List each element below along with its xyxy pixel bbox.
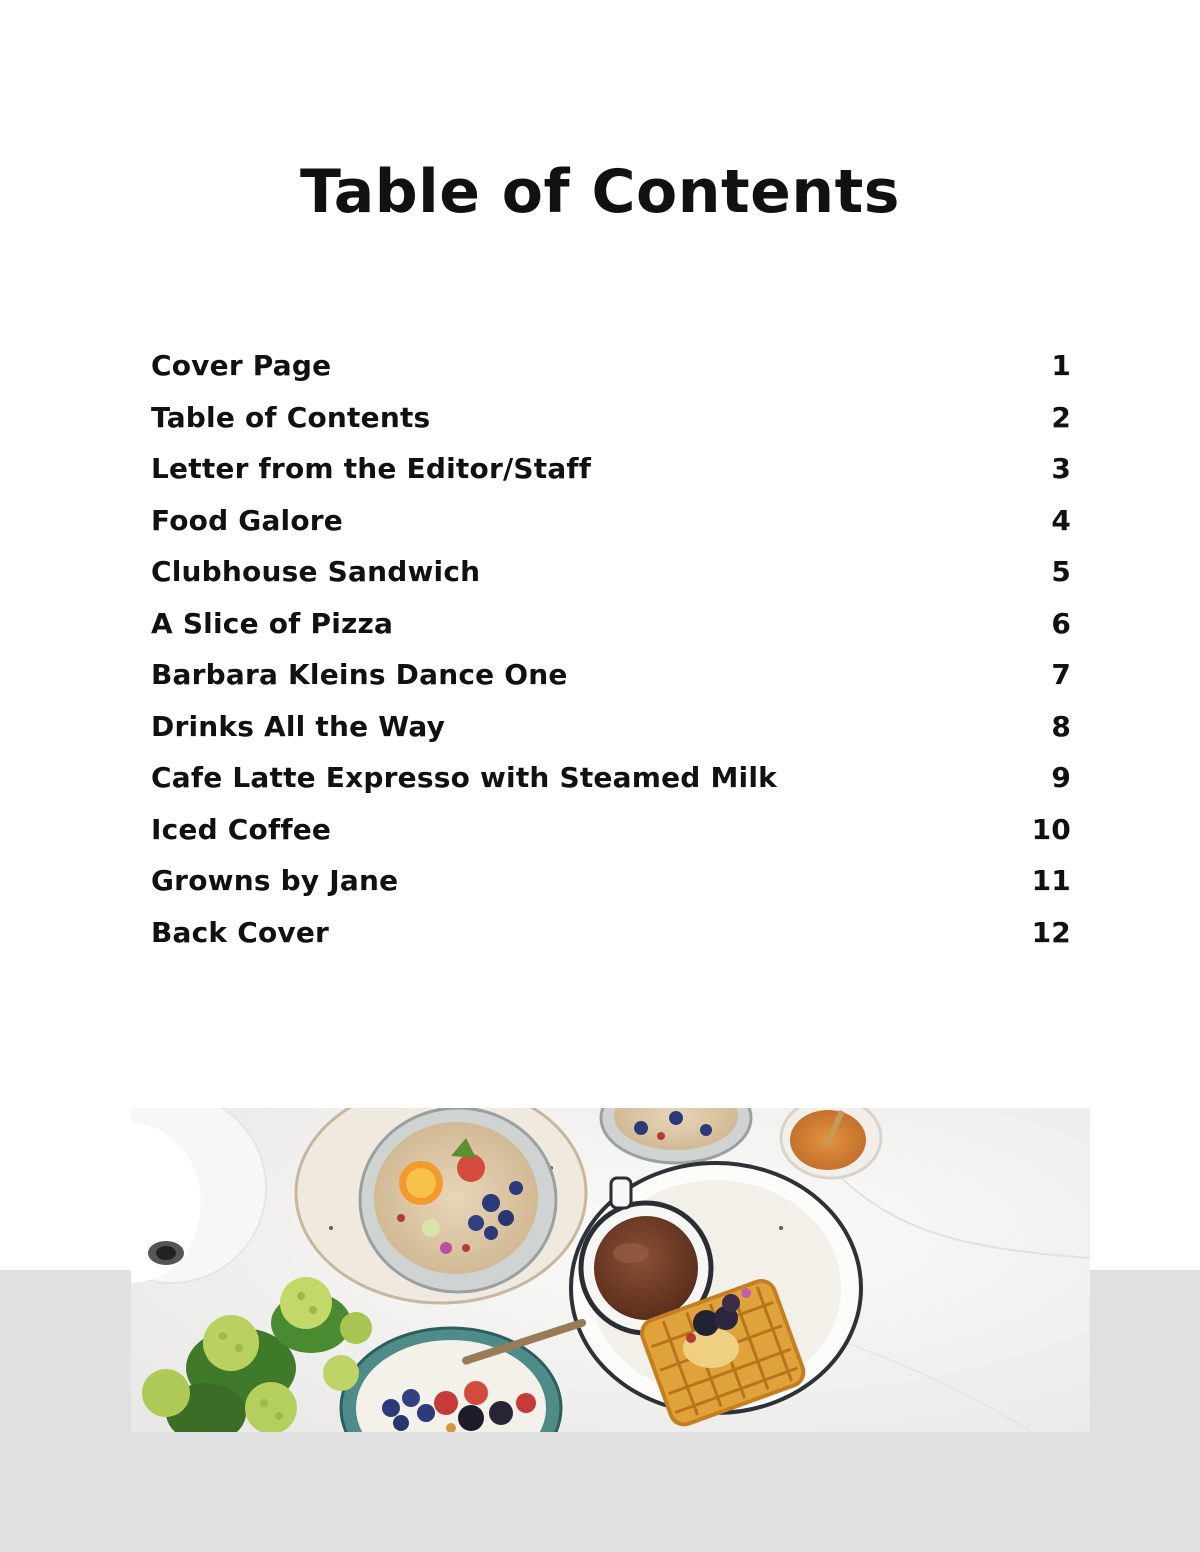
toc-item[interactable] xyxy=(151,495,1071,547)
toc-item-title: Cover Page xyxy=(151,349,332,383)
toc-item-title: Table of Contents xyxy=(151,400,431,434)
toc-item[interactable] xyxy=(151,443,1071,495)
honey-jar xyxy=(781,1108,881,1178)
toc-item-title: A Slice of Pizza xyxy=(151,606,394,640)
toc-item[interactable] xyxy=(151,546,1071,598)
toc-item-page-number: 8 xyxy=(1051,709,1071,743)
table-of-contents-list xyxy=(151,340,1071,958)
toc-item-title: Food Galore xyxy=(151,503,343,537)
toc-item-title: Cafe Latte Expresso with Steamed Milk xyxy=(151,761,777,795)
toc-item-page-number: 7 xyxy=(1051,658,1071,692)
toc-item[interactable] xyxy=(151,649,1071,701)
page-title: Table of Contents xyxy=(300,157,900,227)
toc-item[interactable] xyxy=(151,907,1071,959)
toc-item[interactable] xyxy=(151,752,1071,804)
toc-item[interactable] xyxy=(151,855,1071,907)
toc-item[interactable] xyxy=(151,598,1071,650)
toc-item-title: Drinks All the Way xyxy=(151,709,446,743)
toc-item-page-number: 4 xyxy=(1051,503,1071,537)
toc-item[interactable] xyxy=(151,804,1071,856)
breakfast-table-photo xyxy=(131,1108,1090,1432)
toc-item-title: Growns by Jane xyxy=(151,864,399,898)
toc-item-title: Clubhouse Sandwich xyxy=(151,555,481,589)
toc-item-page-number: 2 xyxy=(1051,400,1071,434)
toc-item-title: Letter from the Editor/Staff xyxy=(151,452,592,486)
toc-item-title: Back Cover xyxy=(151,915,330,949)
toc-item[interactable] xyxy=(151,701,1071,753)
toc-item-page-number: 11 xyxy=(1031,864,1071,898)
toc-item-page-number: 6 xyxy=(1051,606,1071,640)
toc-item-page-number: 12 xyxy=(1031,915,1071,949)
toc-item-page-number: 1 xyxy=(1051,349,1071,383)
toc-item[interactable] xyxy=(151,340,1071,392)
toc-item-page-number: 5 xyxy=(1051,555,1071,589)
toc-item-title: Barbara Kleins Dance One xyxy=(151,658,568,692)
toc-item-page-number: 10 xyxy=(1031,812,1071,846)
oatmeal-bowl xyxy=(360,1108,556,1292)
toc-item-title: Iced Coffee xyxy=(151,812,332,846)
toc-item[interactable] xyxy=(151,392,1071,444)
toc-item-page-number: 9 xyxy=(1051,761,1071,795)
toc-item-page-number: 3 xyxy=(1051,452,1071,486)
